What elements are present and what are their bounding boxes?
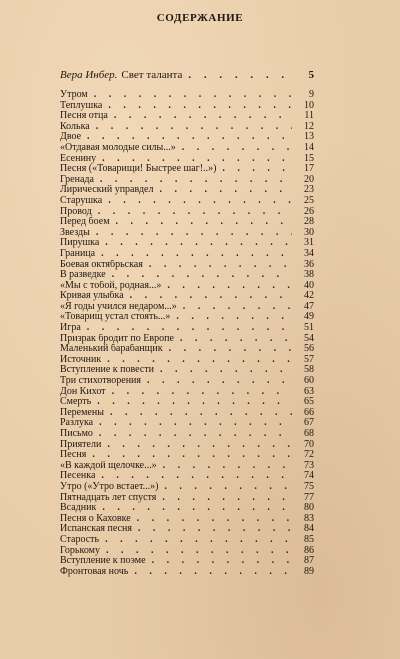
toc-entry [60, 291, 314, 302]
dot-leader [116, 217, 292, 228]
toc-entry [60, 249, 314, 260]
toc-entry [60, 175, 314, 186]
toc-entry [60, 376, 314, 387]
toc-entry [60, 418, 314, 429]
toc-entry [60, 164, 314, 175]
toc-entry-page-number: 57 [304, 353, 314, 365]
dot-leader [159, 185, 292, 196]
toc-entry-title: Песня [60, 450, 87, 461]
toc-entry-page-number: 26 [304, 205, 314, 217]
toc-entry-page-number: 42 [304, 290, 314, 302]
toc-entry-page-number: 84 [304, 523, 314, 535]
dot-leader [183, 302, 292, 313]
toc-entry [60, 270, 314, 281]
dot-leader [101, 249, 292, 260]
dot-leader [149, 260, 292, 271]
dot-leader [112, 387, 292, 398]
dot-leader [105, 535, 292, 546]
toc-entry [60, 143, 314, 154]
dot-leader [134, 567, 292, 578]
dot-leader [106, 546, 292, 557]
toc-entry [60, 207, 314, 218]
dot-leader [176, 312, 292, 323]
toc-entry-page-number: 13 [304, 131, 314, 143]
toc-entry-title: «Отдавая молодые силы...» [60, 142, 176, 153]
toc-entry [60, 323, 314, 334]
toc-entry-page-number: 83 [304, 512, 314, 524]
toc-entry-page-number: 86 [304, 544, 314, 556]
toc-entry-title: «В каждой щелочке...» [60, 460, 157, 471]
toc-entry-page-number: 68 [304, 428, 314, 439]
toc-entry [60, 302, 314, 313]
toc-entry-title: Провод [60, 206, 92, 217]
toc-entry-title: Три стихотворения [60, 376, 141, 387]
toc-entry-page-number: 72 [304, 449, 314, 461]
toc-entry-page-number: 28 [304, 216, 314, 228]
toc-entry-page-number: 31 [304, 237, 314, 249]
dot-leader [97, 397, 292, 408]
dot-leader [110, 408, 292, 419]
dot-leader [169, 344, 292, 355]
dot-leader [99, 429, 292, 440]
toc-entry-page-number: 30 [304, 226, 314, 238]
dot-leader [147, 376, 292, 387]
toc-entry-page-number: 47 [304, 300, 314, 312]
intro-author: Вера Инбер. [60, 69, 118, 81]
toc-entry-title: «Я годы учился недаром...» [60, 301, 177, 312]
toc-entry-title: Источник [60, 354, 102, 365]
toc-entry-title: Разлука [60, 418, 94, 429]
toc-entry [60, 312, 314, 323]
toc-entry [60, 344, 314, 355]
toc-entry-page-number: 51 [304, 322, 314, 334]
toc-entry-title: Приятели [60, 439, 102, 450]
toc-entry-title: Теплушка [60, 100, 103, 111]
dot-leader [188, 68, 292, 82]
toc-entry [60, 461, 314, 472]
toc-entry-title: Колька [60, 121, 90, 132]
dot-leader [137, 514, 292, 525]
toc-entry [60, 101, 314, 112]
toc-entry [60, 471, 314, 482]
toc-entry-title: Призрак бродит по Европе [60, 333, 174, 344]
toc-entry [60, 546, 314, 557]
toc-entry [60, 482, 314, 493]
toc-entry-page-number: 15 [304, 152, 314, 164]
toc-entry [60, 154, 314, 165]
toc-entry [60, 196, 314, 207]
toc-entry-page-number: 73 [304, 459, 314, 471]
dot-leader [138, 524, 292, 535]
dot-leader [164, 482, 292, 493]
toc-entry [60, 514, 314, 525]
dot-leader [87, 132, 292, 143]
dot-leader [101, 471, 292, 482]
toc-entry-page-number: 67 [304, 417, 314, 429]
dot-leader [96, 228, 292, 239]
toc-entry-page-number: 20 [304, 173, 314, 185]
toc-entry-title: Утро («Утро встает...») [60, 481, 159, 492]
toc-entry [60, 450, 314, 461]
dot-leader [102, 503, 292, 514]
dot-leader [98, 207, 292, 218]
toc-entry-page-number: 75 [304, 480, 314, 492]
dot-leader [105, 238, 292, 249]
toc-entry-page-number: 14 [304, 141, 314, 153]
toc-entry [60, 524, 314, 535]
toc-entry-title: Горькому [60, 545, 100, 556]
toc-entry-title: Письмо [60, 429, 93, 439]
toc-entry-title: Испанская песня [60, 524, 132, 535]
toc-entry [60, 217, 314, 228]
toc-entry [60, 355, 314, 366]
toc-entry [60, 567, 314, 578]
toc-entry-page-number: 9 [309, 89, 314, 100]
toc-entry-title: Пятнадцать лет спустя [60, 492, 157, 503]
dot-leader [182, 143, 292, 154]
toc-entry [60, 503, 314, 514]
toc-entry-title: Игра [60, 323, 81, 334]
toc-intro-entry [60, 68, 314, 82]
toc-entry-title: Перед боем [60, 217, 110, 228]
toc-entry [60, 111, 314, 122]
dot-leader [92, 450, 292, 461]
toc-entry-title: Вступление к поэме [60, 556, 146, 567]
toc-entry [60, 556, 314, 567]
toc-entry-title: В разведке [60, 270, 106, 281]
toc-entry-title: «Товарищ устал стоять...» [60, 312, 171, 323]
dot-leader [107, 355, 292, 366]
toc-entry-title: Дон Кихот [60, 386, 106, 397]
toc-entry [60, 408, 314, 419]
toc-entry-title: Двое [60, 132, 82, 143]
dot-leader [102, 154, 292, 165]
toc-entry-title: Песенка [60, 471, 96, 482]
toc-entry [60, 281, 314, 292]
toc-entry-page-number: 49 [304, 311, 314, 323]
toc-entry-page-number: 56 [304, 343, 314, 355]
toc-entry-title: Песня («Товарищи! Быстрее шаг!..») [60, 164, 217, 175]
toc-entry-title: Старушка [60, 195, 103, 206]
toc-entry-title: Вступление к повести [60, 365, 154, 376]
dot-leader [130, 291, 292, 302]
toc-list [60, 90, 314, 577]
toc-entry-page-number: 65 [304, 396, 314, 408]
toc-entry-page-number: 40 [304, 279, 314, 291]
toc-entry [60, 493, 314, 504]
dot-leader [152, 556, 292, 567]
toc-entry [60, 387, 314, 398]
dot-leader [180, 334, 292, 345]
toc-entry [60, 132, 314, 143]
toc-entry [60, 185, 314, 196]
toc-entry-page-number: 89 [304, 565, 314, 577]
toc-entry-page-number: 66 [304, 406, 314, 418]
toc-entry [60, 429, 314, 440]
dot-leader [94, 90, 292, 101]
toc-entry-page-number: 63 [304, 385, 314, 397]
dot-leader [162, 493, 292, 504]
toc-entry-title: Всадник [60, 503, 97, 514]
page-title: СОДЕРЖАНИЕ [156, 12, 244, 24]
toc-entry [60, 365, 314, 376]
dot-leader [99, 418, 292, 429]
toc-entry [60, 397, 314, 408]
toc-entry-page-number: 74 [304, 470, 314, 482]
dot-leader [163, 461, 292, 472]
toc-entry-title: Утром [60, 90, 88, 100]
toc-entry-page-number: 38 [304, 269, 314, 281]
toc-entry [60, 122, 314, 133]
dot-leader [114, 111, 292, 122]
toc-entry-title: «Мы с тобой, родная...» [60, 280, 162, 291]
toc-entry-page-number: 87 [304, 555, 314, 567]
dot-leader [167, 281, 292, 292]
dot-leader [160, 365, 292, 376]
toc-entry-title: Боевая октябрьская [60, 259, 143, 270]
toc-entry-page-number: 54 [304, 332, 314, 344]
toc-entry-title: Смерть [60, 397, 92, 408]
toc-entry [60, 440, 314, 451]
toc-entry [60, 90, 314, 101]
toc-entry-page-number: 10 [304, 99, 314, 111]
toc-entry-title: Песня о Каховке [60, 513, 131, 524]
toc-entry-title: Звезды [60, 227, 90, 238]
toc-entry [60, 260, 314, 271]
toc-entry-page-number: 34 [304, 247, 314, 259]
toc-entry-page-number: 77 [304, 491, 314, 503]
dot-leader [108, 196, 292, 207]
dot-leader [108, 101, 292, 112]
toc-entry-title: Есенину [60, 153, 97, 164]
toc-entry [60, 535, 314, 546]
dot-leader [222, 164, 292, 175]
toc-entry-page-number: 36 [304, 258, 314, 270]
toc-entry [60, 228, 314, 239]
toc-entry-page-number: 11 [304, 110, 314, 122]
toc-entry-page-number: 25 [304, 194, 314, 206]
toc-entry [60, 238, 314, 249]
toc-entry-title: Перемены [60, 407, 104, 418]
toc-entry-title: Граница [60, 248, 96, 259]
toc-entry-page-number: 17 [304, 163, 314, 175]
toc-entry-page-number: 23 [304, 184, 314, 196]
toc-entry-title: Кривая улыбка [60, 291, 124, 302]
intro-title: Свет таланта [121, 69, 183, 81]
toc-entry-title: Пирушка [60, 238, 100, 249]
toc-entry-title: Маленький барабанщик [60, 344, 163, 355]
toc-entry-page-number: 12 [304, 120, 314, 132]
dot-leader [87, 323, 292, 334]
toc-entry-title: Песня отца [60, 111, 108, 122]
toc-entry-page-number: 60 [304, 375, 314, 387]
toc-entry-title: Лирический управдел [60, 185, 154, 196]
dot-leader [100, 175, 292, 186]
dot-leader [112, 270, 292, 281]
toc-entry-page-number: 80 [304, 502, 314, 514]
intro-page-number: 5 [308, 69, 314, 81]
toc-entry-page-number: 58 [304, 364, 314, 376]
toc-entry-title: Фронтовая ночь [60, 566, 129, 577]
toc-entry [60, 334, 314, 345]
dot-leader [107, 440, 292, 451]
toc-entry-title: Старость [60, 534, 100, 545]
toc-entry-page-number: 85 [304, 533, 314, 545]
toc-entry-page-number: 70 [304, 438, 314, 450]
dot-leader [96, 122, 292, 133]
toc-entry-title: Гренада [60, 174, 94, 185]
